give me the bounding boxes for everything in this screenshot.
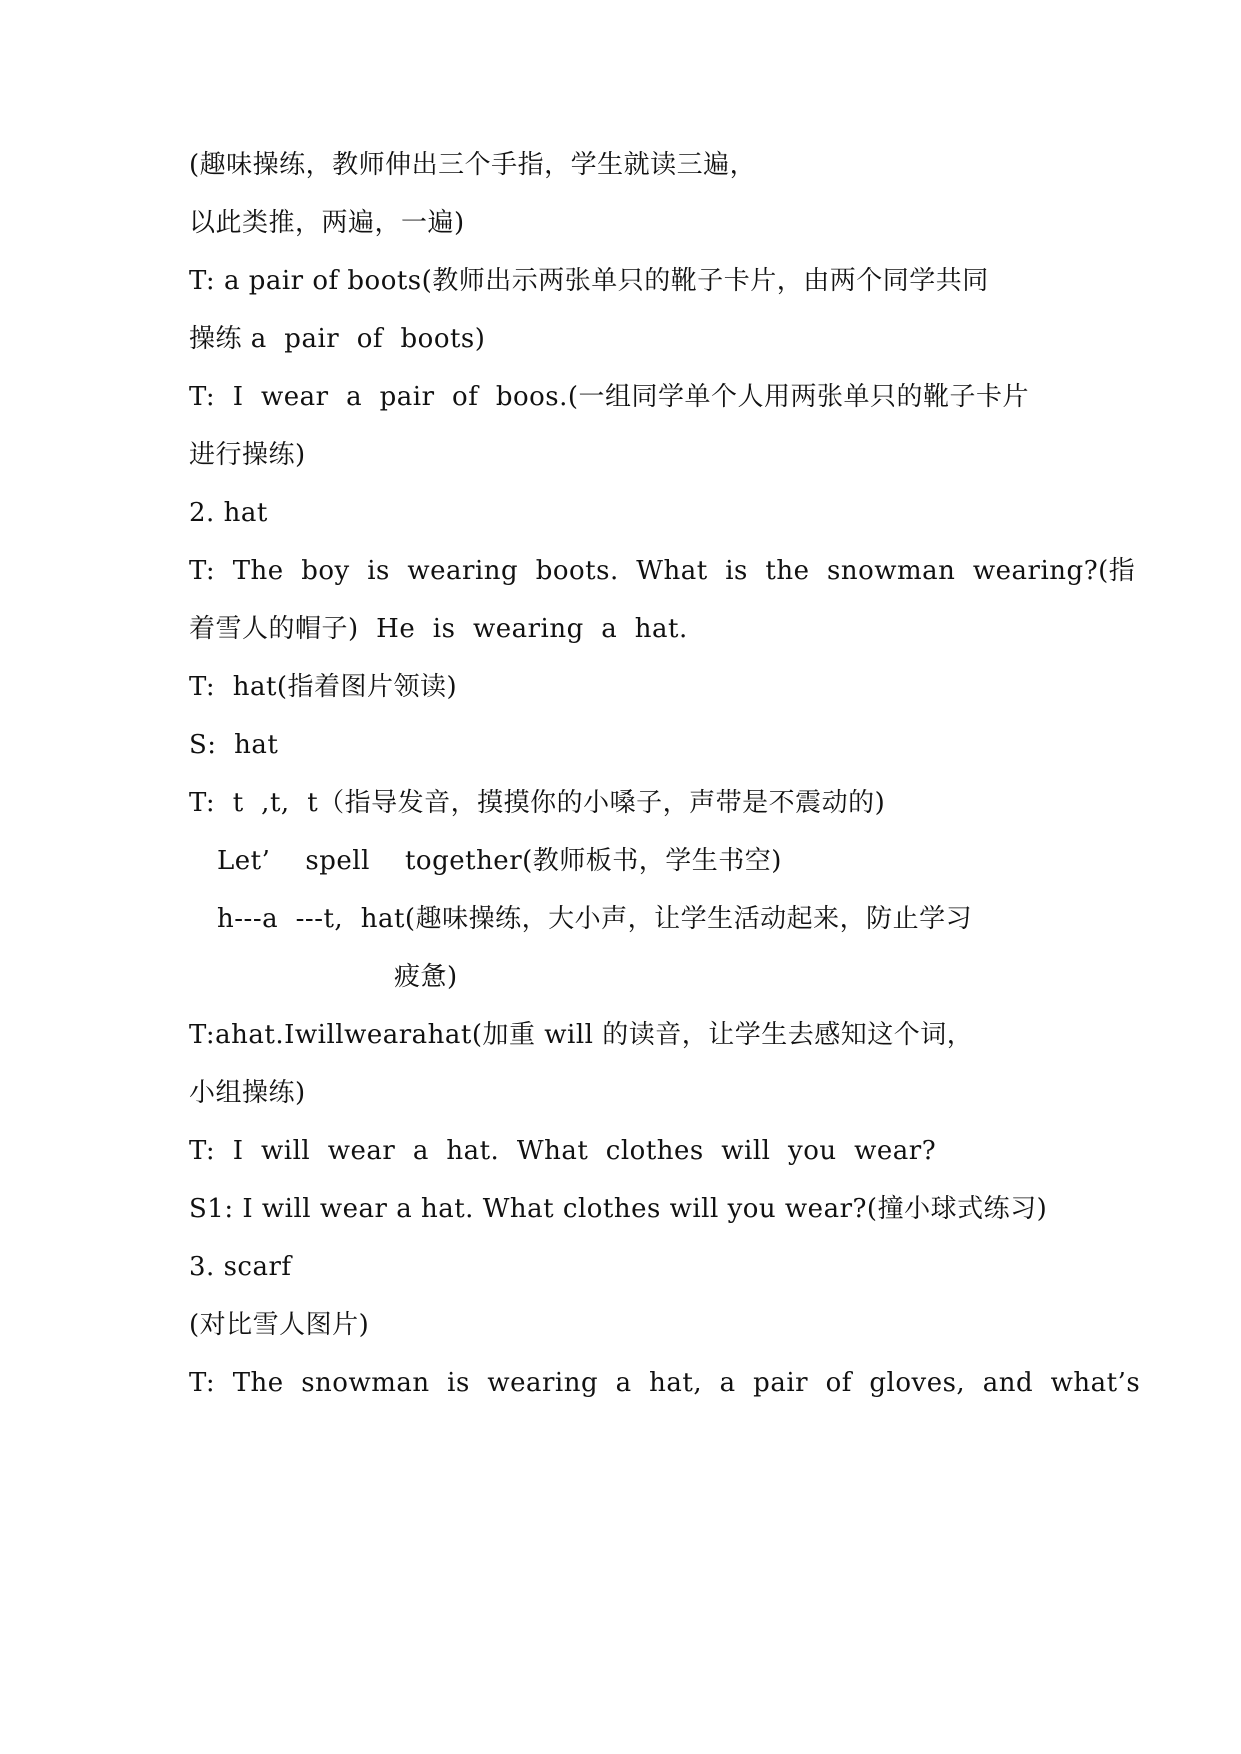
text-line: (对比雪人图片) — [189, 1310, 370, 1340]
text-line: T: a pair of boots(教师出示两张单只的靴子卡片，由两个同学共同 — [189, 266, 989, 296]
text-line: S: hat — [189, 730, 279, 760]
text-line: T: The snowman is wearing a hat, a pair of gloves, and what’s — [189, 1368, 1141, 1398]
section-heading: 3. scarf — [189, 1252, 292, 1282]
text-line: 进行操练) — [189, 440, 306, 470]
text-line: T: t ,t, t（指导发音，摸摸你的小嗓子，声带是不震动的) — [189, 788, 886, 818]
text-line: S1: I will wear a hat. What clothes will you wear?(撞小球式练习) — [189, 1194, 1048, 1224]
text-line: T: hat(指着图片领读) — [189, 672, 458, 702]
text-line: (趣味操练，教师伸出三个手指，学生就读三遍， — [189, 150, 757, 180]
text-line: 小组操练) — [189, 1078, 306, 1108]
text-line: 以此类推，两遍，一遍) — [189, 208, 465, 238]
text-line: h---a ---t, hat(趣味操练，大小声，让学生活动起来，防止学习 — [217, 904, 973, 934]
text-line: T:ahat.Iwillwearahat(加重 will 的读音，让学生去感知这个词， — [189, 1020, 974, 1050]
text-line: 着雪人的帽子) He is wearing a hat. — [189, 614, 688, 644]
text-line: T: I will wear a hat. What clothes will you wear? — [189, 1136, 937, 1166]
text-line: Let’ spell together(教师板书，学生书空) — [217, 846, 782, 876]
section-heading: 2. hat — [189, 498, 268, 528]
text-line: T: I wear a pair of boos.(一组同学单个人用两张单只的靴子卡片 — [189, 382, 1030, 412]
text-line: T: The boy is wearing boots. What is the snowman wearing?(指 — [189, 556, 1136, 586]
text-line: 操练 a pair of boots) — [189, 324, 486, 354]
text-line: 疲惫) — [394, 962, 458, 992]
